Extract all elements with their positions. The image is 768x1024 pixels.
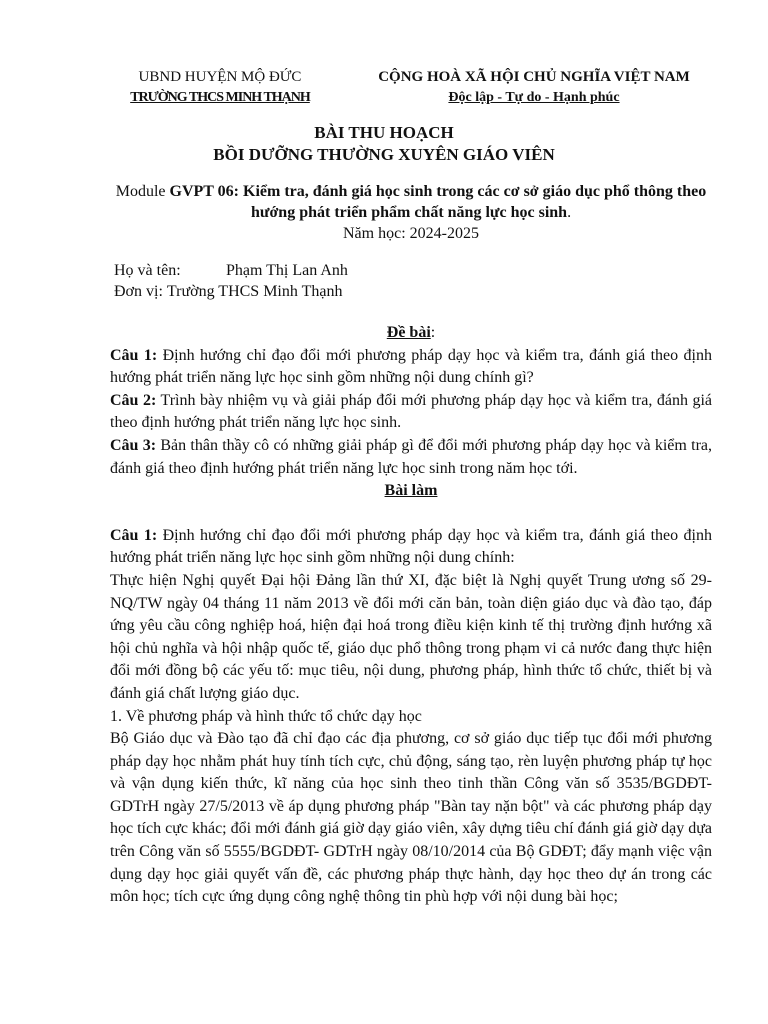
school-name: TRƯỜNG THCS MINH THẠNH [130, 90, 310, 105]
title-line-1: BÀI THU HOẠCH [314, 123, 454, 142]
assignment-heading-colon: : [430, 324, 436, 341]
answer-label: Câu 1: [110, 526, 158, 544]
answer-text: Định hướng chỉ đạo đổi mới phương pháp dạy học và kiểm tra, đánh giá theo định hướng phát triển năng lực học sinh gồm những nội dung chính: [110, 526, 712, 567]
spacer [110, 503, 712, 525]
answer-paragraph-2: Bộ Giáo dục và Đào tạo đã chỉ đạo các địa phương, cơ sở giáo dục tiếp tục đổi mới phương pháp dạy học nhằm phát huy tính tích cực, chủ động, sáng tạo, rèn luyện phương pháp tự học và vận dụng kiến thức, kĩ năng của học sinh theo tinh thần Công văn số 3535/BGDĐT- GDTrH ngày 27/5/2013 về áp dụng phương pháp "Bàn tay nặn bột" và các phương pháp dạy học tích cực khác; đổi mới đánh giá giờ dạy giáo viên, xây dựng tiêu chí đánh giá giờ dạy dựa trên Công văn số 5555/BGDĐT- GDTrH ngày 08/10/2014 của Bộ GDĐT; đẩy mạnh việc vận dụng dạy học giải quyết vấn đề, các phương pháp thực hành, dạy học theo dự án trong các môn học; tích cực ứng dụng công nghệ thông tin phù hợp với nội dung bài học; [110, 730, 712, 906]
module-prefix: Module [115, 183, 170, 200]
issuer-block [108, 66, 332, 108]
school-year: Năm học: 2024-2025 [343, 225, 479, 242]
question-3 [110, 435, 712, 480]
name-label: Họ và tên: [114, 262, 181, 279]
question-2 [110, 390, 712, 435]
question-label: Câu 3: [110, 436, 157, 454]
unit-label: Đơn vị: [114, 283, 163, 300]
author-info [114, 260, 348, 302]
national-motto-block [356, 66, 712, 108]
question-text: Trình bày nhiệm vụ và giải pháp đổi mới phương pháp dạy học và kiểm tra, đánh giá theo định hướng phát triển năng lực học sinh. [110, 391, 712, 432]
unit-row [114, 281, 348, 302]
question-1 [110, 345, 712, 390]
document-header [0, 66, 768, 110]
assignment-heading-row [110, 322, 712, 345]
motto: Độc lập - Tự do - Hạnh phúc [448, 90, 620, 105]
answer-heading: Bài làm [384, 482, 438, 500]
answer-paragraph-1: Thực hiện Nghị quyết Đại hội Đảng lần thứ XI, đặc biệt là Nghị quyết Trung ương số 29-NQ/TW ngày 04 tháng 11 năm 2013 về đổi mới căn bản, toàn diện giáo dục và đào tạo, đáp ứng yêu cầu công nghiệp hoá, hiện đại hoá trong điều kiện kinh tế thị trường định hướng xã hội chủ nghĩa và hội nhập quốc tế, giáo dục phổ thông trong phạm vi cả nước đang thực hiện đổi mới đồng bộ các yếu tố: mục tiêu, nội dung, phương pháp, hình thức tổ chức, thiết bị và đánh giá chất lượng giáo dục. [110, 571, 712, 702]
answer-subheading-1: 1. Về phương pháp và hình thức tổ chức dạy học [110, 707, 422, 725]
question-label: Câu 2: [110, 391, 157, 409]
answer-1-intro [110, 525, 712, 570]
agency-name: UBND HUYỆN MỘ ĐỨC [138, 69, 302, 85]
nation-name: CỘNG HOÀ XÃ HỘI CHỦ NGHĨA VIỆT NAM [378, 69, 690, 85]
title-line-2: BỒI DƯỠNG THƯỜNG XUYÊN GIÁO VIÊN [213, 145, 555, 164]
question-text: Định hướng chỉ đạo đổi mới phương pháp dạy học và kiểm tra, đánh giá theo định hướng phát triển năng lực học sinh gồm những nội dung chính gì? [110, 346, 712, 387]
assignment-heading: Đề bài [386, 324, 431, 341]
question-text: Bản thân thầy cô có những giải pháp gì để đổi mới phương pháp dạy học và kiểm tra, đánh giá theo định hướng phát triển năng lực học sinh trong năm học tới. [110, 436, 712, 477]
name-value: Phạm Thị Lan Anh [226, 262, 348, 279]
name-row [114, 260, 348, 281]
module-title: GVPT 06: Kiểm tra, đánh giá học sinh trong các cơ sở giáo dục phổ thông theo hướng phát triển phẩm chất năng lực học sinh [169, 183, 707, 221]
unit-value: Trường THCS Minh Thạnh [166, 283, 343, 300]
document-title [0, 122, 768, 166]
document-body [110, 322, 712, 909]
module-suffix: . [567, 204, 572, 221]
question-label: Câu 1: [110, 346, 158, 364]
module-block [110, 181, 712, 244]
